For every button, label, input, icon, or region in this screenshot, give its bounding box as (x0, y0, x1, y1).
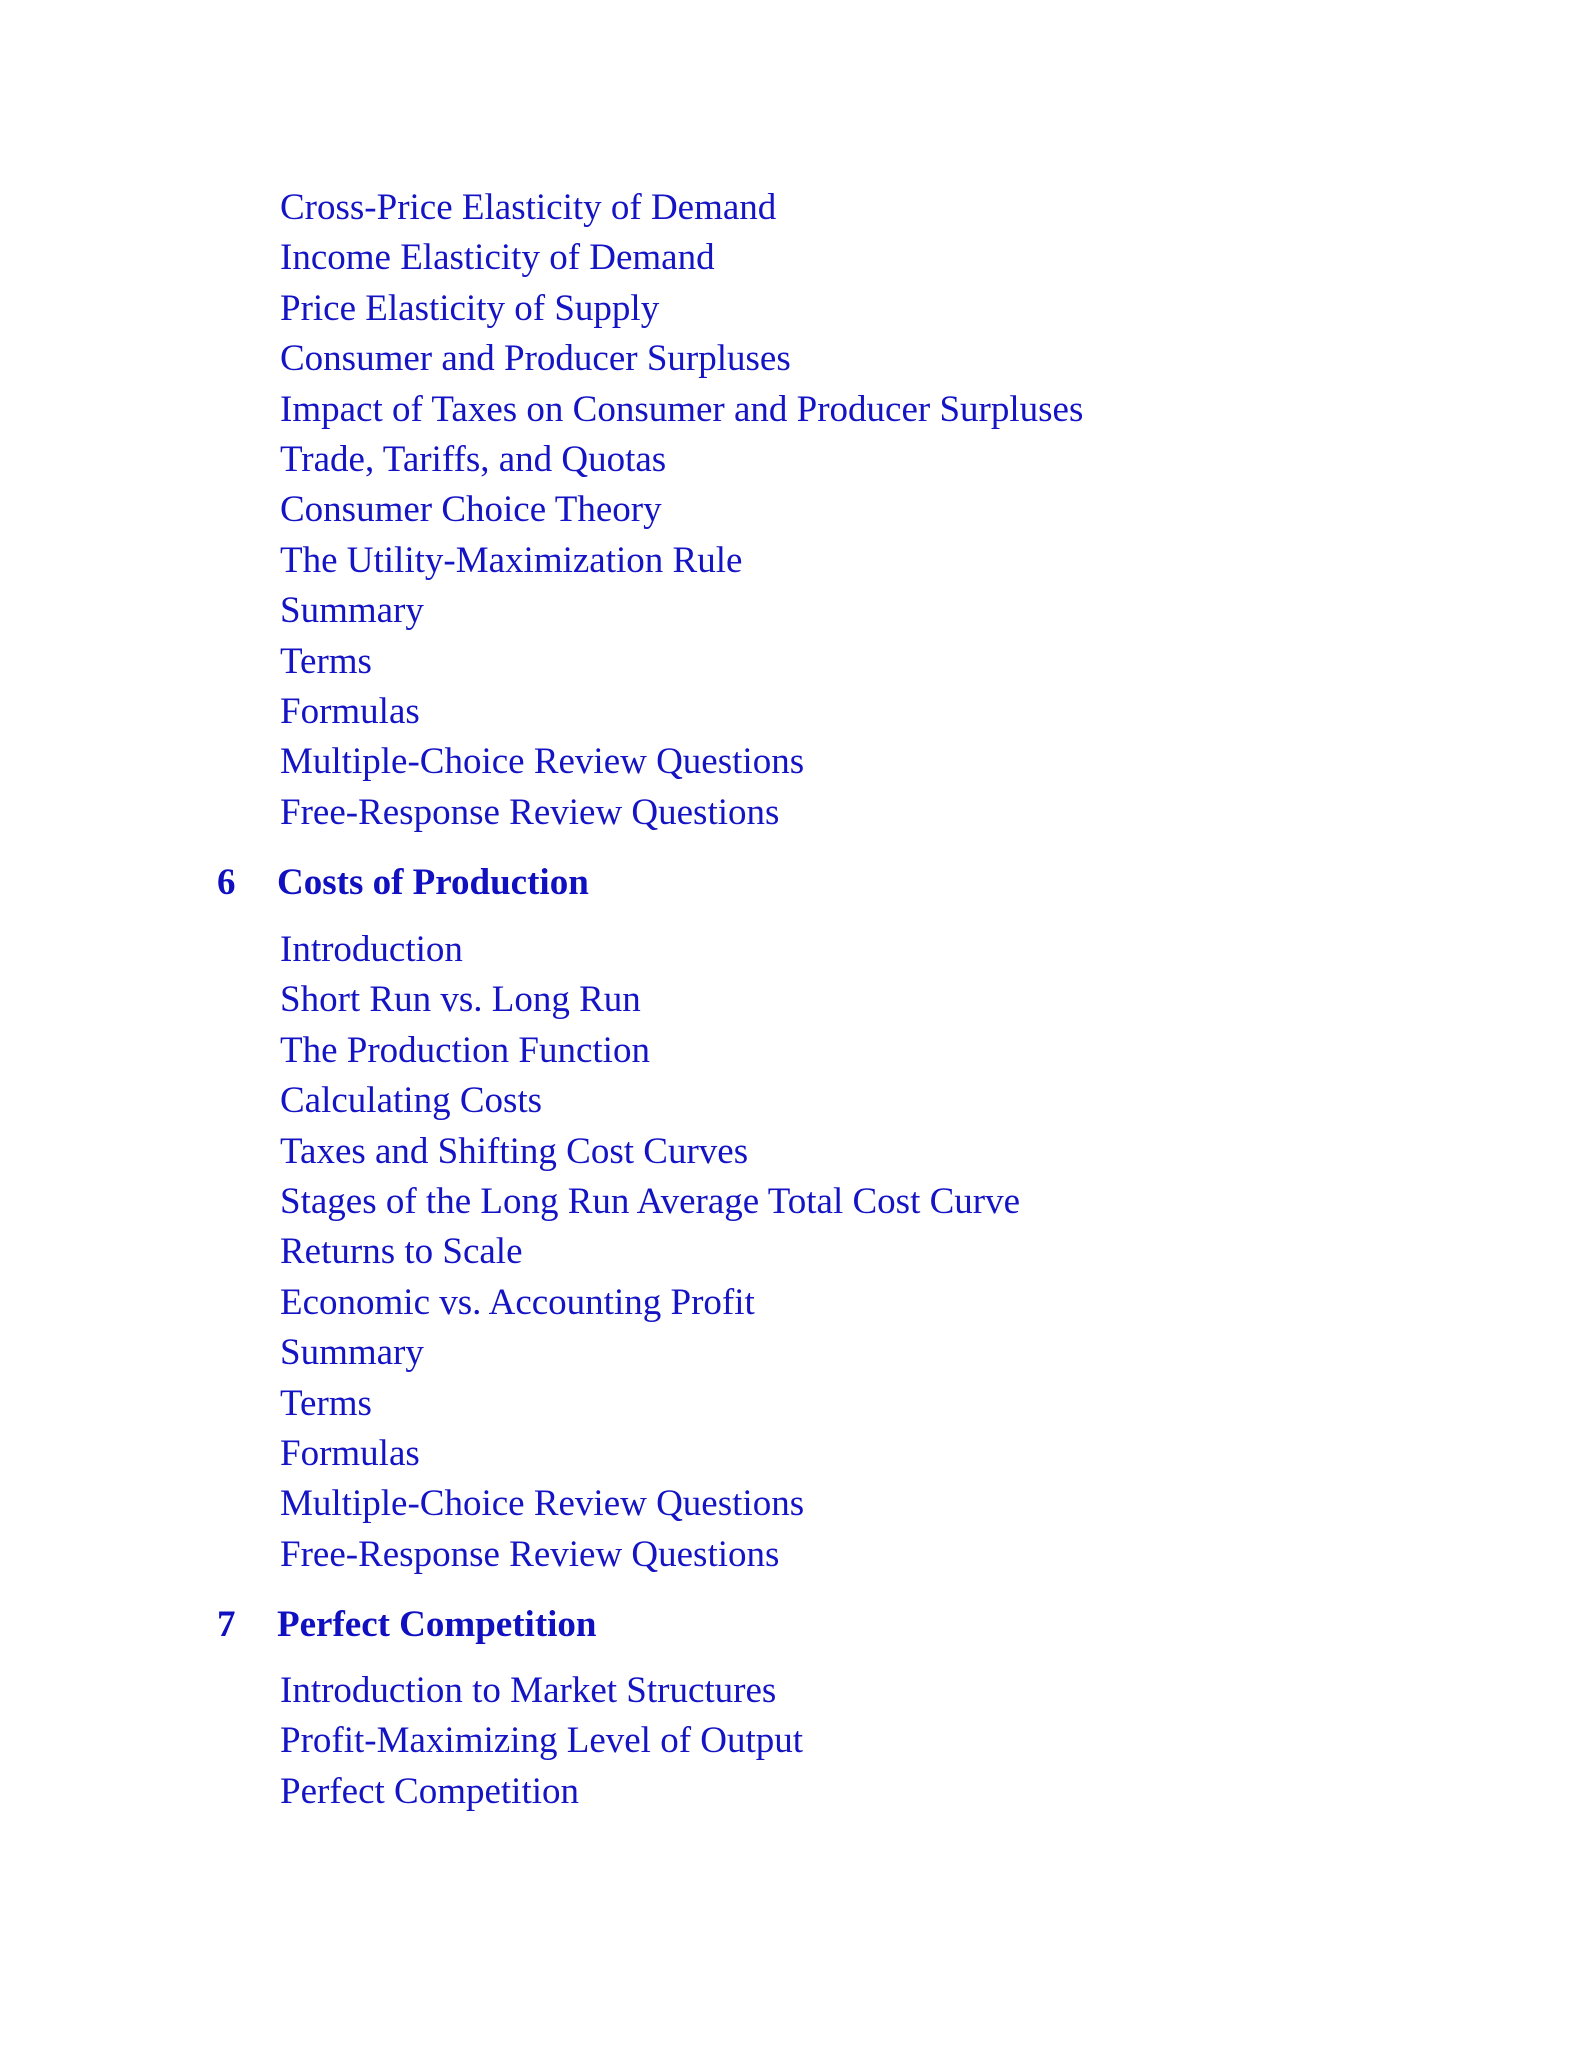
toc-link[interactable]: Short Run vs. Long Run (280, 979, 641, 1021)
toc-link[interactable]: Profit-Maximizing Level of Output (280, 1720, 804, 1762)
chapter-title: Perfect Competition (277, 1604, 597, 1645)
toc-link[interactable]: Formulas (280, 1432, 420, 1474)
chapter-number: 6 (217, 862, 236, 903)
toc-link[interactable]: Calculating Costs (280, 1080, 543, 1122)
toc-link[interactable]: Terms (280, 1382, 372, 1424)
toc-continued-list (280, 183, 1083, 838)
toc-link[interactable]: The Utility-Maximization Rule (280, 539, 743, 581)
toc-link[interactable]: Economic vs. Accounting Profit (280, 1281, 755, 1323)
toc-link[interactable]: Consumer and Producer Surpluses (280, 338, 791, 380)
toc-link[interactable]: Free-Response Review Questions (280, 791, 780, 833)
chapter-7-entries (280, 1666, 803, 1817)
chapter-heading-7[interactable] (217, 1600, 597, 1650)
toc-link[interactable]: Price Elasticity of Supply (280, 287, 660, 329)
chapter-heading-6[interactable] (217, 858, 589, 908)
toc-link[interactable]: Introduction to Market Structures (280, 1670, 777, 1711)
chapter-number: 7 (217, 1604, 236, 1645)
toc-link[interactable]: Impact of Taxes on Consumer and Producer Surpluses (280, 388, 1084, 430)
toc-link[interactable]: Multiple-Choice Review Questions (280, 1483, 805, 1525)
toc-link[interactable]: Stages of the Long Run Average Total Cost Curve (280, 1180, 1021, 1222)
toc-link[interactable]: Cross-Price Elasticity of Demand (280, 187, 777, 228)
toc-link[interactable]: Terms (280, 640, 372, 682)
toc-link[interactable]: Multiple-Choice Review Questions (280, 741, 805, 783)
toc-link[interactable]: Summary (280, 590, 424, 632)
toc-link[interactable]: Returns to Scale (280, 1231, 523, 1273)
toc-link[interactable]: Formulas (280, 690, 420, 732)
toc-link[interactable]: Summary (280, 1332, 424, 1374)
toc-link[interactable]: Perfect Competition (280, 1770, 580, 1812)
chapter-6-entries (280, 925, 1020, 1580)
toc-link[interactable]: Introduction (280, 929, 463, 970)
toc-link[interactable]: Taxes and Shifting Cost Curves (280, 1130, 749, 1172)
toc-link[interactable]: The Production Function (280, 1029, 650, 1071)
toc-link[interactable]: Income Elasticity of Demand (280, 237, 715, 279)
chapter-title: Costs of Production (277, 862, 589, 903)
toc-link[interactable]: Consumer Choice Theory (280, 489, 662, 531)
toc-link[interactable]: Trade, Tariffs, and Quotas (280, 438, 667, 480)
toc-link[interactable]: Free-Response Review Questions (280, 1533, 780, 1575)
